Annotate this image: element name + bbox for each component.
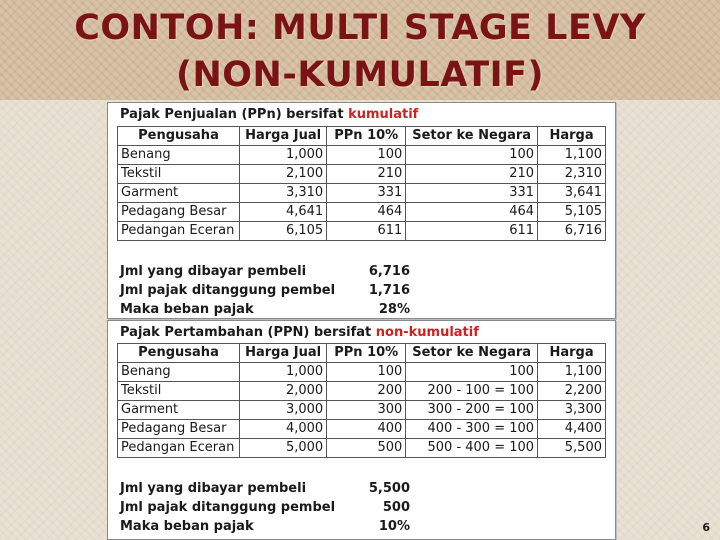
cumulative-table — [117, 126, 606, 241]
cell-setor: 210 — [406, 165, 538, 184]
cell-harga: 3,300 — [538, 401, 606, 420]
cell-harga: 2,200 — [538, 382, 606, 401]
cumulative-keyword: kumulatif — [348, 107, 419, 122]
col-header-harga-jual: Harga Jual — [240, 127, 327, 146]
summary-row — [120, 300, 410, 319]
summary-value: 500 — [382, 500, 410, 515]
cell-harga: 5,500 — [538, 439, 606, 458]
cell-setor: 500 - 400 = 100 — [406, 439, 538, 458]
cell-ppn: 300 — [327, 401, 406, 420]
cell-setor: 331 — [406, 184, 538, 203]
table-row — [118, 165, 606, 184]
cumulative-heading — [120, 107, 418, 122]
cell-harga-jual: 5,000 — [240, 439, 327, 458]
table-row — [118, 184, 606, 203]
non-cumulative-keyword: non-kumulatif — [375, 325, 479, 340]
cell-harga: 5,105 — [538, 203, 606, 222]
cell-pengusaha: Tekstil — [118, 165, 240, 184]
cell-pengusaha: Tekstil — [118, 382, 240, 401]
summary-label: Maka beban pajak — [120, 519, 254, 534]
col-header-setor: Setor ke Negara — [406, 344, 538, 363]
col-header-pengusaha: Pengusaha — [118, 127, 240, 146]
summary-row — [120, 517, 410, 536]
cell-ppn: 611 — [327, 222, 406, 241]
table-row — [118, 222, 606, 241]
cell-ppn: 100 — [327, 146, 406, 165]
cell-pengusaha: Pedangan Eceran — [118, 439, 240, 458]
table-row — [118, 439, 606, 458]
summary-label: Jml yang dibayar pembeli — [120, 481, 307, 496]
cumulative-summary — [120, 262, 410, 319]
col-header-harga: Harga — [538, 344, 606, 363]
cell-setor: 100 — [406, 363, 538, 382]
summary-value: 28% — [378, 302, 410, 317]
table-row — [118, 401, 606, 420]
cell-pengusaha: Benang — [118, 146, 240, 165]
cell-harga-jual: 1,000 — [240, 363, 327, 382]
cell-harga-jual: 4,000 — [240, 420, 327, 439]
cell-pengusaha: Pedangan Eceran — [118, 222, 240, 241]
cell-harga-jual: 2,000 — [240, 382, 327, 401]
cell-setor: 300 - 200 = 100 — [406, 401, 538, 420]
cell-harga-jual: 1,000 — [240, 146, 327, 165]
cell-ppn: 210 — [327, 165, 406, 184]
cell-ppn: 331 — [327, 184, 406, 203]
cell-harga: 1,100 — [538, 146, 606, 165]
cell-setor: 200 - 100 = 100 — [406, 382, 538, 401]
table-header-row — [118, 344, 606, 363]
col-header-pengusaha: Pengusaha — [118, 344, 240, 363]
summary-row — [120, 262, 410, 281]
summary-value: 1,716 — [368, 283, 410, 298]
slide-title: CONTOH: MULTI STAGE LEVY — [74, 8, 646, 48]
cell-ppn: 400 — [327, 420, 406, 439]
non-cumulative-panel — [107, 320, 616, 540]
summary-label: Jml yang dibayar pembeli — [120, 264, 307, 279]
summary-value: 5,500 — [368, 481, 410, 496]
summary-value: 6,716 — [368, 264, 410, 279]
slide-subtitle: (NON-KUMULATIF) — [175, 55, 544, 95]
cell-harga-jual: 3,310 — [240, 184, 327, 203]
cell-pengusaha: Pedagang Besar — [118, 203, 240, 222]
table-row — [118, 382, 606, 401]
cell-harga: 6,716 — [538, 222, 606, 241]
cell-harga: 4,400 — [538, 420, 606, 439]
non-cumulative-heading-prefix: Pajak Pertambahan (PPN) bersifat — [120, 325, 376, 340]
cell-harga: 3,641 — [538, 184, 606, 203]
cell-setor: 611 — [406, 222, 538, 241]
summary-row — [120, 281, 410, 300]
cell-setor: 464 — [406, 203, 538, 222]
col-header-harga-jual: Harga Jual — [240, 344, 327, 363]
cell-ppn: 200 — [327, 382, 406, 401]
col-header-setor: Setor ke Negara — [406, 127, 538, 146]
table-row — [118, 363, 606, 382]
table-row — [118, 146, 606, 165]
cell-pengusaha: Garment — [118, 184, 240, 203]
col-header-harga: Harga — [538, 127, 606, 146]
cell-ppn: 464 — [327, 203, 406, 222]
non-cumulative-table — [117, 343, 606, 458]
cell-harga-jual: 3,000 — [240, 401, 327, 420]
cell-harga-jual: 2,100 — [240, 165, 327, 184]
cell-ppn: 100 — [327, 363, 406, 382]
summary-label: Jml pajak ditanggung pembel — [120, 283, 336, 298]
cell-ppn: 500 — [327, 439, 406, 458]
non-cumulative-summary — [120, 479, 410, 536]
summary-value: 10% — [378, 519, 410, 534]
table-row — [118, 420, 606, 439]
cumulative-heading-prefix: Pajak Penjualan (PPn) bersifat — [120, 107, 349, 122]
cell-pengusaha: Benang — [118, 363, 240, 382]
summary-label: Maka beban pajak — [120, 302, 254, 317]
summary-row — [120, 479, 410, 498]
col-header-ppn: PPn 10% — [327, 344, 406, 363]
page-number: 6 — [702, 521, 710, 534]
cell-setor: 100 — [406, 146, 538, 165]
cell-setor: 400 - 300 = 100 — [406, 420, 538, 439]
cell-pengusaha: Garment — [118, 401, 240, 420]
cell-pengusaha: Pedagang Besar — [118, 420, 240, 439]
cell-harga: 1,100 — [538, 363, 606, 382]
col-header-ppn: PPn 10% — [327, 127, 406, 146]
cell-harga-jual: 6,105 — [240, 222, 327, 241]
table-header-row — [118, 127, 606, 146]
summary-row — [120, 498, 410, 517]
cell-harga-jual: 4,641 — [240, 203, 327, 222]
cumulative-panel — [107, 102, 616, 319]
non-cumulative-heading — [120, 325, 479, 340]
table-row — [118, 203, 606, 222]
summary-label: Jml pajak ditanggung pembel — [120, 500, 336, 515]
cell-harga: 2,310 — [538, 165, 606, 184]
